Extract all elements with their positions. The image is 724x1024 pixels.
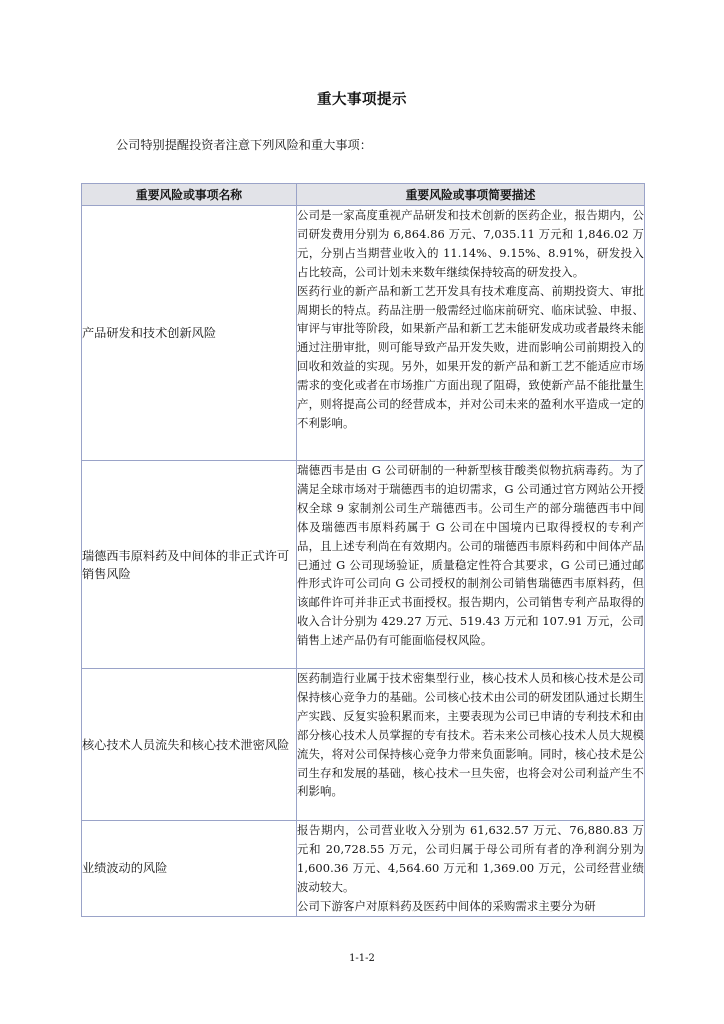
intro-text: 公司特别提醒投资者注意下列风险和重大事项： <box>116 138 372 152</box>
risk-name-cell: 产品研发和技术创新风险 <box>82 206 297 461</box>
table-row <box>82 206 645 461</box>
risk-description-cell <box>297 669 645 821</box>
risk-description-paragraph: 瑞德西韦是由 G 公司研制的一种新型核苷酸类似物抗病毒药。为了满足全球市场对于瑞德西韦的迫切需求，G 公司通过官方网站公开授权全球 9 家制剂公司生产瑞德西韦。公司生产的部分瑞德西韦中间体及瑞德西韦原料药属于 G 公司在中国境内已取得授权的专利产品，且上述专利尚在有效期内。公司的瑞德西韦原料药和中间体产品已通过 G 公司现场验证，质量稳定性符合其要求，G 公司已通过邮件形式许可公司向 G 公司授权的制剂公司销售瑞德西韦原料药，但该邮件许可并非正式书面授权。报告期内，公司销售专利产品取得的收入合计分别为 429.27 万元、519.43 万元和 107.91 万元，公司销售上述产品仍有可能面临侵权风险。 <box>297 463 644 648</box>
table-row <box>82 461 645 669</box>
risk-table <box>81 183 645 917</box>
table-row <box>82 669 645 821</box>
risk-description-cell <box>297 821 645 917</box>
risk-description-paragraph: 公司下游客户对原料药及医药中间体的采购需求主要分为研 <box>297 898 596 913</box>
table-row <box>82 821 645 917</box>
header-risk-name: 重要风险或事项名称 <box>82 184 297 206</box>
table-header-row <box>82 184 645 206</box>
risk-name-cell: 瑞德西韦原料药及中间体的非正式许可销售风险 <box>82 461 297 669</box>
risk-description-cell <box>297 206 645 461</box>
risk-description-paragraph: 公司是一家高度重视产品研发和技术创新的医药企业，报告期内，公司研发费用分别为 6,864.86 万元、7,035.11 万元和 1,846.02 万元，分别占当期营业收入的 11.14%、9.15%、8.91%，研发投入占比较高，公司计划未来数年继续保持较高的研发投入。 <box>297 208 644 279</box>
header-risk-description: 重要风险或事项简要描述 <box>297 184 645 206</box>
risk-name-cell: 业绩波动的风险 <box>82 821 297 917</box>
page-title: 重大事项提示 <box>317 92 407 108</box>
risk-description-paragraph: 报告期内，公司营业收入分别为 61,632.57 万元、76,880.83 万元和 20,728.55 万元，公司归属于母公司所有者的净利润分别为 1,600.36 万元、4,564.60 万元和 1,369.00 万元，公司经营业绩波动较大。 <box>297 823 644 894</box>
risk-description-paragraph: 医药行业的新产品和新工艺开发具有技术难度高、前期投资大、审批周期长的特点。药品注册一般需经过临床前研究、临床试验、申报、审评与审批等阶段，如果新产品和新工艺未能研发成功或者最终未能通过注册审批，则可能导致产品开发失败，进而影响公司前期投入的回收和效益的实现。另外，如果开发的新产品和新工艺不能适应市场需求的变化或者在市场推广方面出现了阻碍，致使新产品不能批量生产，则将提高公司的经营成本，并对公司未来的盈利水平造成一定的不利影响。 <box>297 283 644 430</box>
risk-description-paragraph: 医药制造行业属于技术密集型行业，核心技术人员和核心技术是公司保持核心竞争力的基础。公司核心技术由公司的研发团队通过长期生产实践、反复实验积累而来，主要表现为公司已申请的专利技术和由部分核心技术人员掌握的专有技术。若未来公司核心技术人员大规模流失，将对公司保持核心竞争力带来负面影响。同时，核心技术是公司生存和发展的基础，核心技术一旦失密，也将会对公司利益产生不利影响。 <box>297 671 644 799</box>
page-number: 1-1-2 <box>349 953 375 964</box>
risk-name-cell: 核心技术人员流失和核心技术泄密风险 <box>82 669 297 821</box>
risk-description-cell <box>297 461 645 669</box>
